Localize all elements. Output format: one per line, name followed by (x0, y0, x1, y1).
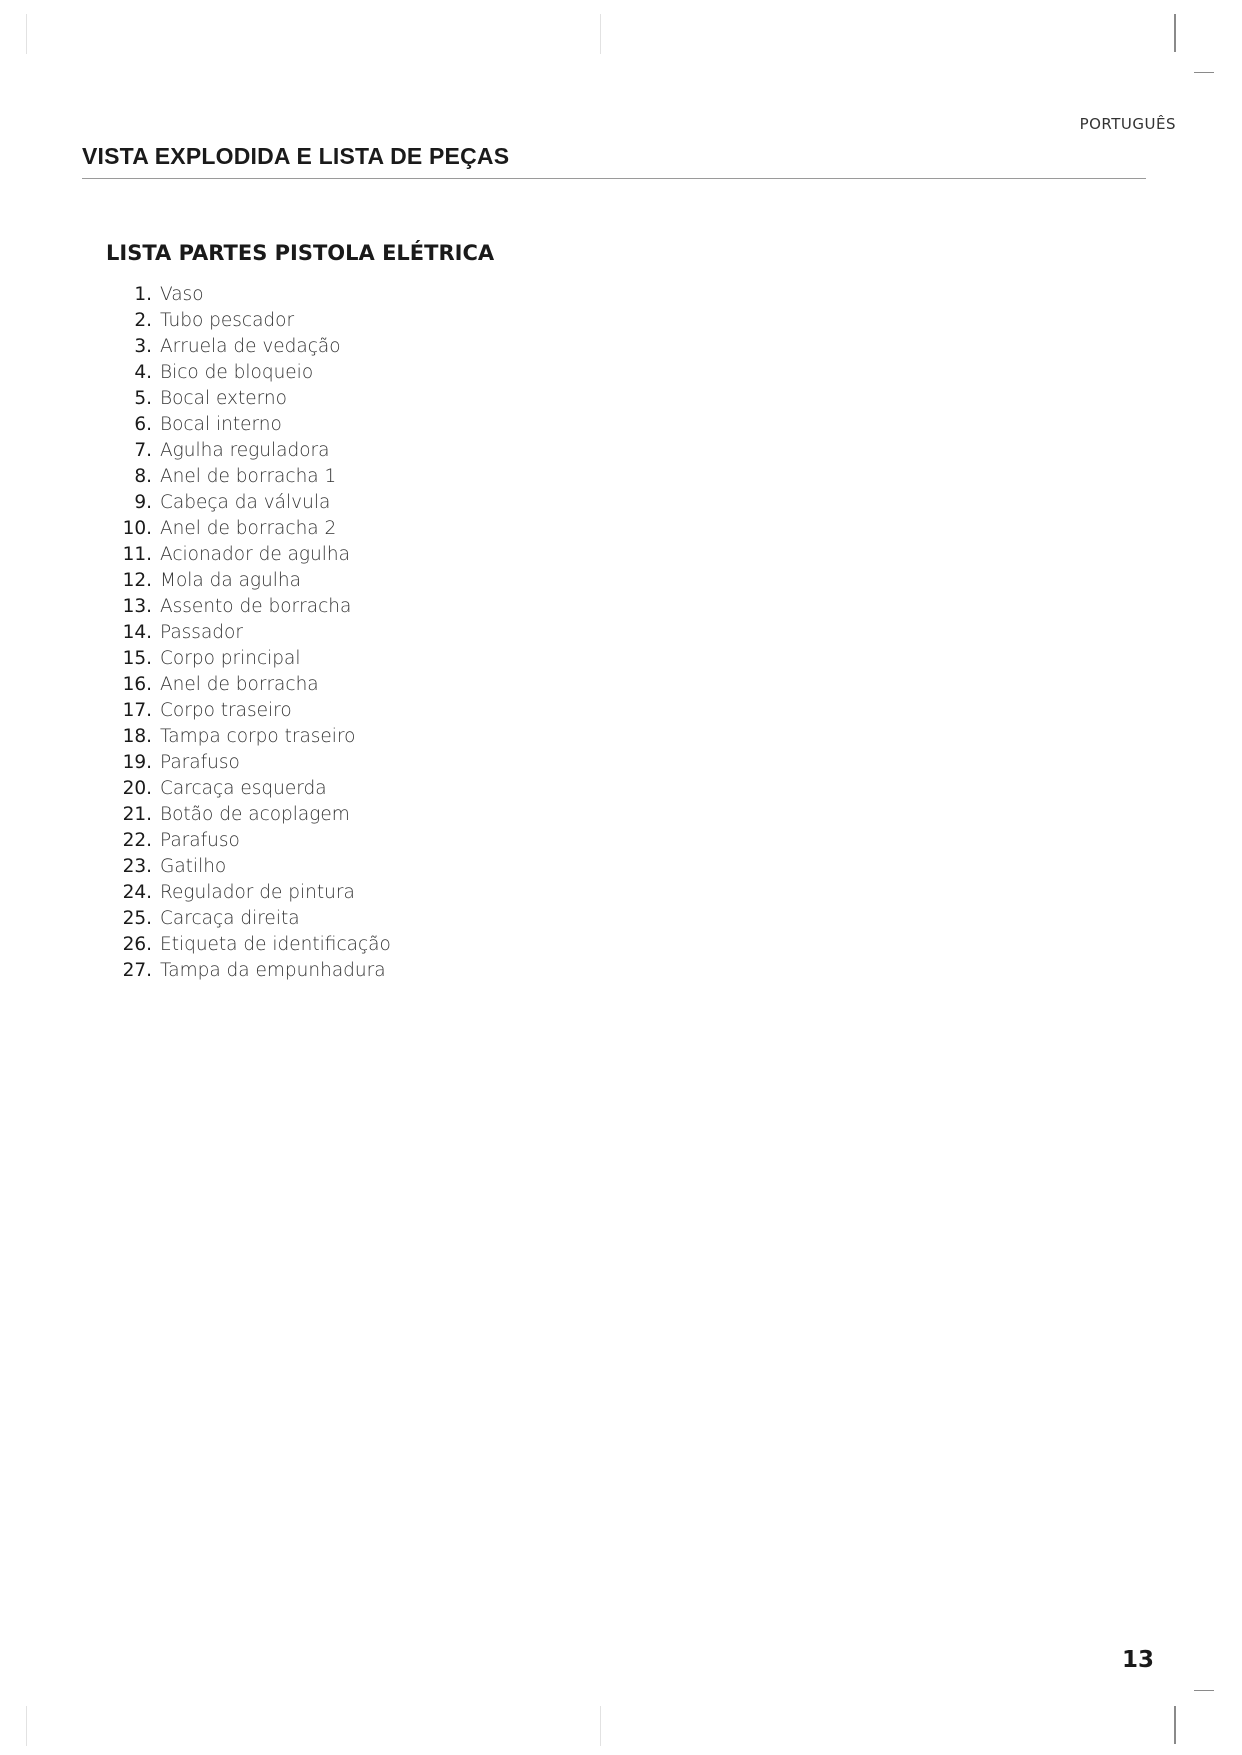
part-number: 16. (122, 674, 152, 695)
list-item (100, 490, 391, 516)
part-number: 6. (134, 414, 152, 435)
part-name: Gatilho (160, 856, 227, 877)
parts-list-heading: LISTA PARTES PISTOLA ELÉTRICA (106, 241, 495, 265)
part-number: 1. (134, 284, 152, 305)
list-item (100, 880, 391, 906)
list-item (100, 282, 391, 308)
crop-mark-top-right-tick (1194, 72, 1214, 73)
section-divider (82, 178, 1146, 179)
part-name: Etiqueta de identificação (160, 934, 391, 955)
crop-mark-top-right (1174, 14, 1176, 52)
list-item (100, 308, 391, 334)
part-name: Tampa da empunhadura (160, 960, 386, 981)
part-number: 27. (122, 960, 152, 981)
list-item (100, 672, 391, 698)
language-label: PORTUGUÊS (1079, 115, 1176, 133)
part-name: Anel de borracha 1 (160, 466, 337, 487)
part-name: Anel de borracha 2 (160, 518, 337, 539)
list-item (100, 620, 391, 646)
part-name: Passador (160, 622, 243, 643)
part-number: 23. (122, 856, 152, 877)
part-name: Arruela de vedação (160, 336, 341, 357)
part-number: 26. (122, 934, 152, 955)
part-name: Parafuso (160, 830, 240, 851)
part-number: 25. (122, 908, 152, 929)
part-number: 4. (134, 362, 152, 383)
list-item (100, 594, 391, 620)
list-item (100, 438, 391, 464)
list-item (100, 698, 391, 724)
list-item (100, 958, 391, 984)
part-name: Carcaça direita (160, 908, 300, 929)
part-name: Regulador de pintura (160, 882, 355, 903)
list-item (100, 802, 391, 828)
list-item (100, 646, 391, 672)
part-number: 11. (122, 544, 152, 565)
list-item (100, 932, 391, 958)
part-number: 14. (122, 622, 152, 643)
section-title: VISTA EXPLODIDA E LISTA DE PEÇAS (82, 143, 510, 169)
crop-mark-bottom-right (1174, 1706, 1176, 1744)
part-name: Tampa corpo traseiro (160, 726, 356, 747)
list-item (100, 360, 391, 386)
part-name: Mola da agulha (160, 570, 301, 591)
part-name: Assento de borracha (160, 596, 352, 617)
faint-mark-bottom-center (600, 1706, 601, 1746)
faint-mark-top-center (600, 14, 601, 54)
list-item (100, 776, 391, 802)
part-number: 3. (134, 336, 152, 357)
part-name: Agulha reguladora (160, 440, 330, 461)
part-name: Bocal externo (160, 388, 287, 409)
part-name: Vaso (160, 284, 204, 305)
part-name: Tubo pescador (160, 310, 295, 331)
list-item (100, 906, 391, 932)
list-item (100, 386, 391, 412)
crop-mark-bottom-right-tick (1194, 1690, 1214, 1691)
part-name: Bico de bloqueio (160, 362, 314, 383)
part-number: 19. (122, 752, 152, 773)
list-item (100, 334, 391, 360)
part-number: 20. (122, 778, 152, 799)
part-number: 17. (122, 700, 152, 721)
part-number: 24. (122, 882, 152, 903)
parts-list (100, 282, 391, 984)
list-item (100, 854, 391, 880)
part-number: 9. (134, 492, 152, 513)
part-name: Parafuso (160, 752, 240, 773)
part-name: Botão de acoplagem (160, 804, 350, 825)
faint-mark-top-left (26, 14, 27, 54)
list-item (100, 568, 391, 594)
faint-mark-bottom-left (26, 1706, 27, 1746)
list-item (100, 724, 391, 750)
part-number: 5. (134, 388, 152, 409)
list-item (100, 750, 391, 776)
list-item (100, 464, 391, 490)
part-number: 12. (122, 570, 152, 591)
part-name: Acionador de agulha (160, 544, 350, 565)
list-item (100, 516, 391, 542)
list-item (100, 412, 391, 438)
part-name: Anel de borracha (160, 674, 319, 695)
part-name: Bocal interno (160, 414, 282, 435)
list-item (100, 542, 391, 568)
part-number: 2. (134, 310, 152, 331)
part-number: 22. (122, 830, 152, 851)
part-name: Carcaça esquerda (160, 778, 327, 799)
list-item (100, 828, 391, 854)
part-number: 18. (122, 726, 152, 747)
part-name: Cabeça da válvula (160, 492, 331, 513)
part-name: Corpo principal (160, 648, 301, 669)
page-number: 13 (1121, 1647, 1154, 1673)
part-number: 15. (122, 648, 152, 669)
part-number: 7. (134, 440, 152, 461)
part-number: 21. (122, 804, 152, 825)
part-number: 10. (122, 518, 152, 539)
part-number: 8. (134, 466, 152, 487)
part-name: Corpo traseiro (160, 700, 292, 721)
part-number: 13. (122, 596, 152, 617)
